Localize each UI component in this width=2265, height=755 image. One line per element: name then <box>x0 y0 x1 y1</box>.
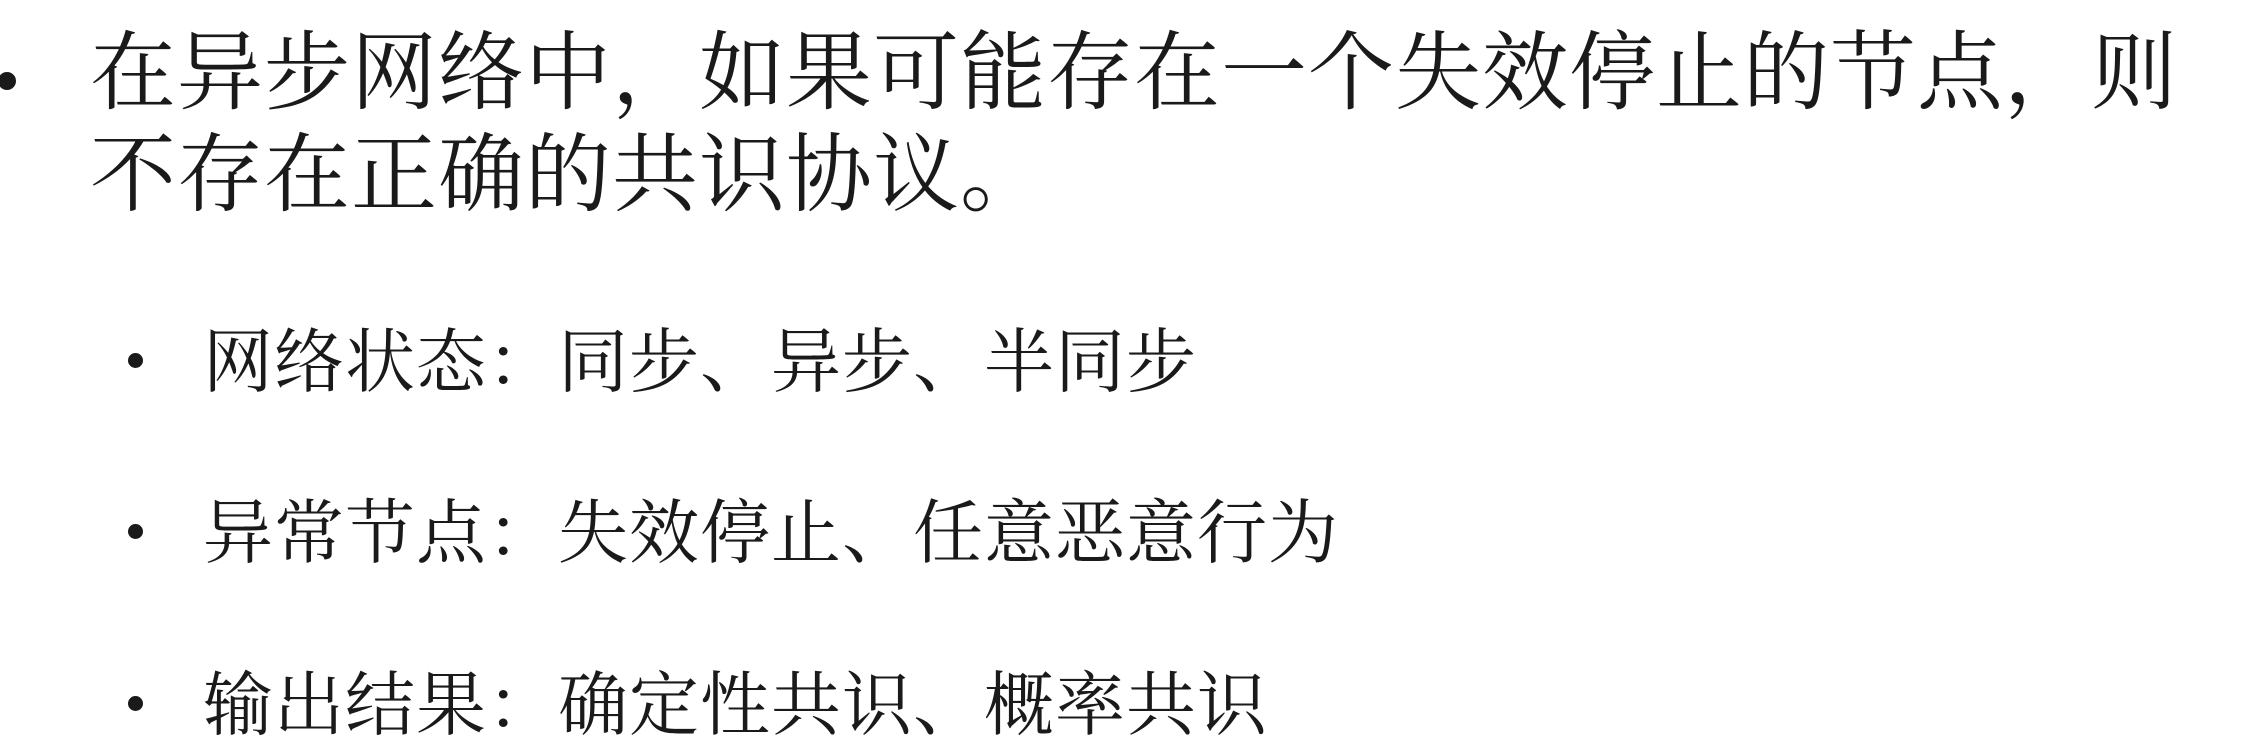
bullet-dot-icon <box>128 696 143 711</box>
sub-bullet-text: 输出结果：确定性共识、概率共识 <box>203 664 1268 746</box>
sub-bullet-text: 异常节点：失效停止、任意恶意行为 <box>203 492 1339 574</box>
sub-bullet-network-state <box>0 312 2000 412</box>
bullet-dot-icon <box>128 524 143 539</box>
sub-bullet-text: 网络状态：同步、异步、半同步 <box>203 321 1197 403</box>
main-bullet-text: 在异步网络中，如果可能存在一个失效停止的节点，则不存在正确的共识协议。 <box>90 23 2178 225</box>
bullet-dot-icon <box>128 353 143 368</box>
bullet-dot-icon <box>0 72 16 90</box>
sub-bullet-abnormal-node <box>0 483 2000 583</box>
sub-bullet-output-result <box>0 655 2000 755</box>
